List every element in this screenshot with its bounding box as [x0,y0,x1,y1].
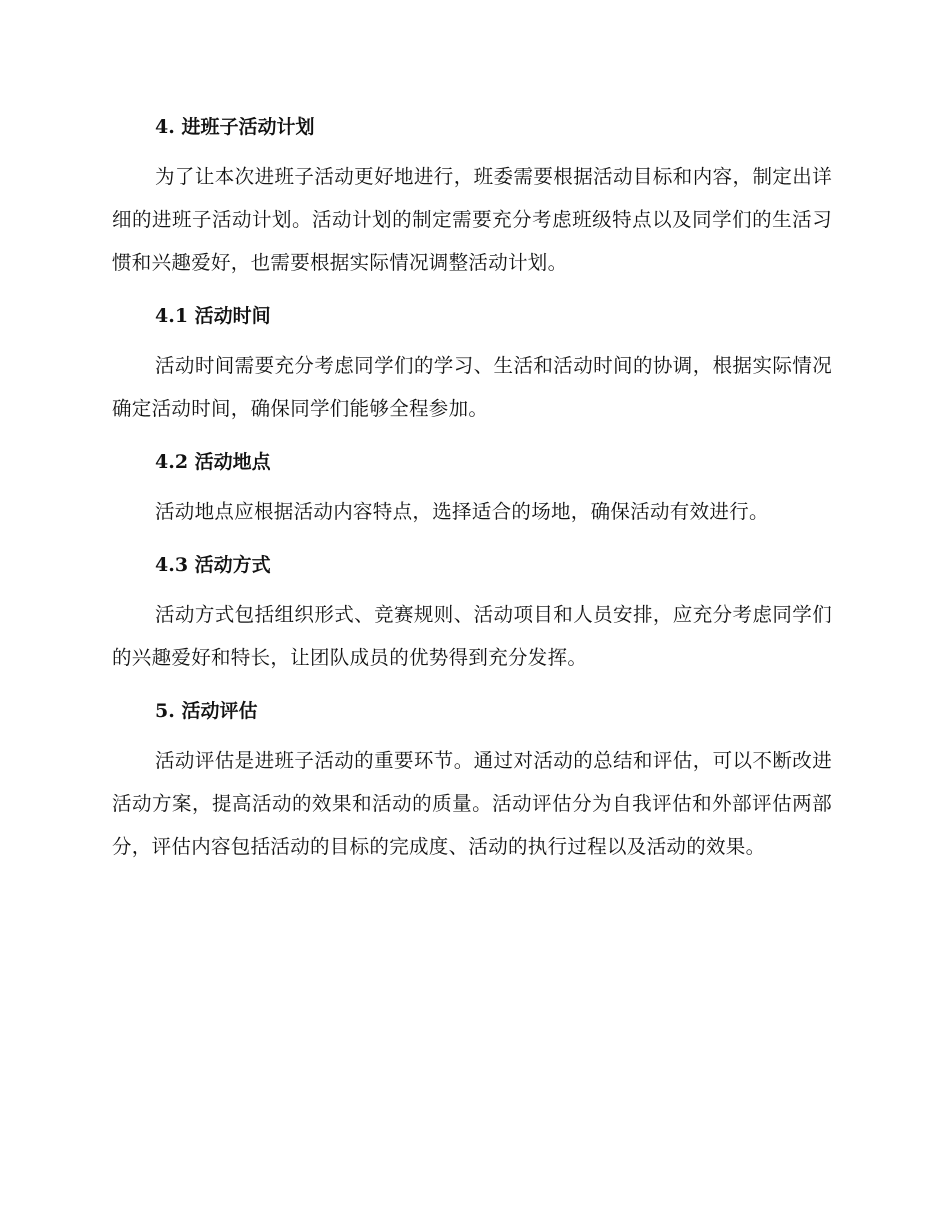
section-heading: 4.3 活动方式 [155,554,271,576]
section-heading: 4.2 活动地点 [155,451,271,473]
document-body [112,105,832,878]
section-heading: 4.1 活动时间 [155,305,271,327]
section-heading: 4. 进班子活动计划 [155,116,315,138]
section-paragraph: 活动时间需要充分考虑同学们的学习、生活和活动时间的协调，根据实际情况确定活动时间，确保同学们能够全程参加。 [112,354,832,420]
section-heading: 5. 活动评估 [155,700,258,722]
section-paragraph: 活动评估是进班子活动的重要环节。通过对活动的总结和评估，可以不断改进活动方案，提高活动的效果和活动的质量。活动评估分为自我评估和外部评估两部分，评估内容包括活动的目标的完成度、活动的执行过程以及活动的效果。 [112,749,832,858]
section-paragraph: 活动地点应根据活动内容特点，选择适合的场地，确保活动有效进行。 [155,500,769,523]
section-paragraph: 为了让本次进班子活动更好地进行，班委需要根据活动目标和内容，制定出详细的进班子活动计划。活动计划的制定需要充分考虑班级特点以及同学们的生活习惯和兴趣爱好，也需要根据实际情况调整活动计划。 [112,165,832,274]
section-paragraph: 活动方式包括组织形式、竞赛规则、活动项目和人员安排，应充分考虑同学们的兴趣爱好和特长，让团队成员的优势得到充分发挥。 [112,603,832,669]
